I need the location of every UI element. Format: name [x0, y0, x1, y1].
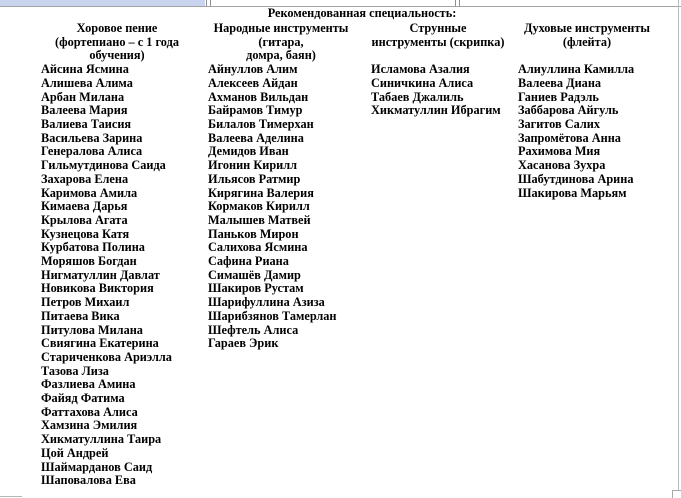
student-name: Питаева Вика — [41, 308, 120, 323]
student-name: Кимаева Дарья — [41, 199, 128, 214]
student-name: Гараев Эрик — [208, 336, 279, 351]
student-name: Табаев Джалиль — [371, 89, 464, 104]
student-name: Малышев Матвей — [208, 212, 311, 227]
column-header-line: обучения) — [89, 48, 145, 63]
student-name: Васильева Зарина — [41, 130, 143, 145]
student-name: Синичкина Алиса — [371, 75, 474, 90]
student-name: Запромётова Анна — [518, 130, 621, 145]
student-name: Арбан Милана — [41, 89, 125, 104]
student-name: Исламова Азалия — [371, 62, 470, 77]
student-name: Ганиев Радэль — [518, 89, 599, 104]
table-bottom-border — [0, 496, 22, 497]
student-name: Алишева Алима — [41, 75, 133, 90]
column-header-line: инструменты (скрипка) — [371, 34, 505, 49]
column-header — [514, 22, 660, 63]
student-name: Шакирова Марьям — [518, 185, 627, 200]
student-name: Цой Андрей — [41, 445, 109, 460]
student-name: Паньков Мирон — [208, 226, 299, 241]
column-header-line: (фортепиано – с 1 года — [55, 34, 179, 49]
column-header — [36, 22, 198, 63]
student-name: Фаттахова Алиса — [41, 404, 138, 419]
student-name: Стариченкова Ариэлла — [41, 349, 172, 364]
student-name: Ильясов Ратмир — [208, 171, 301, 186]
column-header-line: Духовые инструменты — [524, 21, 650, 35]
names-list — [36, 63, 198, 488]
table-resize-handle[interactable] — [672, 490, 681, 498]
student-name: Билалов Тимерхан — [208, 117, 314, 131]
student-name: Шаймарданов Саид — [41, 459, 153, 474]
student-name: Файяд Фатима — [41, 391, 125, 406]
student-name: Фазлиева Амина — [41, 377, 136, 392]
student-name: Шарифуллина Азиза — [208, 295, 325, 310]
specialties-table — [0, 22, 681, 498]
column-header-line: (гитара, — [258, 34, 304, 49]
student-name: Новикова Виктория — [41, 281, 154, 296]
student-name: Салихова Ясмина — [208, 240, 308, 255]
student-name: Рахимова Мия — [518, 144, 601, 159]
student-name: Симашёв Дамир — [208, 267, 301, 282]
column-header-line: Струнные — [409, 21, 467, 35]
student-name: Курбатова Полина — [41, 240, 145, 255]
student-name: Шабутдинова Арина — [518, 171, 634, 186]
student-name: Генералова Алиса — [41, 144, 143, 159]
student-name: Каримова Амила — [41, 185, 138, 200]
specialty-column-1 — [36, 22, 198, 488]
table-title: Рекомендованная специальность: — [267, 6, 457, 20]
student-name: Шефтель Алиса — [208, 322, 299, 337]
student-name: Питулова Милана — [41, 322, 143, 337]
column-header-line: Хоровое пение — [76, 21, 158, 35]
student-name: Алиуллина Камилла — [518, 62, 635, 77]
student-name: Загитов Салих — [518, 117, 601, 131]
student-name: Байрамов Тимур — [208, 103, 303, 118]
student-name: Шарибзянов Тамерлан — [208, 308, 337, 323]
specialty-column-4 — [514, 22, 660, 200]
student-name: Игонин Кирилл — [208, 158, 298, 173]
student-name: Шакиров Рустам — [208, 281, 304, 296]
student-name: Хикматуллина Таира — [41, 432, 162, 447]
student-name: Хасанова Зухра — [518, 158, 606, 173]
student-name: Тазова Лиза — [41, 363, 109, 378]
student-name: Захарова Елена — [41, 171, 129, 186]
student-name: Петров Михаил — [41, 295, 130, 310]
column-header-line: (флейта) — [562, 34, 612, 49]
column-header — [206, 22, 356, 63]
names-list — [366, 63, 510, 118]
specialty-column-2 — [206, 22, 356, 351]
names-list — [206, 63, 356, 351]
student-name: Нигматуллин Давлат — [41, 267, 160, 282]
student-name: Айнуллов Алим — [208, 62, 298, 77]
student-name: Гильмутдинова Саида — [41, 158, 166, 173]
student-name: Валеева Мария — [41, 103, 128, 118]
student-name: Демидов Иван — [208, 144, 289, 159]
student-name: Свиягина Екатерина — [41, 336, 159, 351]
student-name: Кормаков Кирилл — [208, 199, 310, 214]
student-name: Шаповалова Ева — [41, 473, 136, 488]
student-name: Алексеев Айдан — [208, 75, 298, 90]
student-name: Валиева Таисия — [41, 117, 132, 131]
student-name: Сафина Риана — [208, 254, 289, 269]
column-header — [366, 22, 510, 63]
student-name: Моряшов Богдан — [41, 254, 137, 269]
student-name: Хамзина Эмилия — [41, 418, 138, 433]
student-name: Кирягина Валерия — [208, 185, 314, 200]
student-name: Валеева Аделина — [208, 130, 304, 145]
student-name: Крылова Агата — [41, 212, 128, 227]
names-list — [514, 63, 660, 200]
student-name: Заббарова Айгуль — [518, 103, 619, 118]
student-name: Ахманов Вильдан — [208, 89, 309, 104]
student-name: Хикматуллин Ибрагим — [371, 103, 501, 118]
specialty-column-3 — [366, 22, 510, 118]
student-name: Айсина Ясмина — [41, 62, 129, 77]
column-header-line: Народные инструменты — [213, 21, 349, 35]
column-header-line: домра, баян) — [246, 48, 316, 63]
student-name: Кузнецова Катя — [41, 226, 130, 241]
student-name: Валеева Диана — [518, 75, 602, 90]
